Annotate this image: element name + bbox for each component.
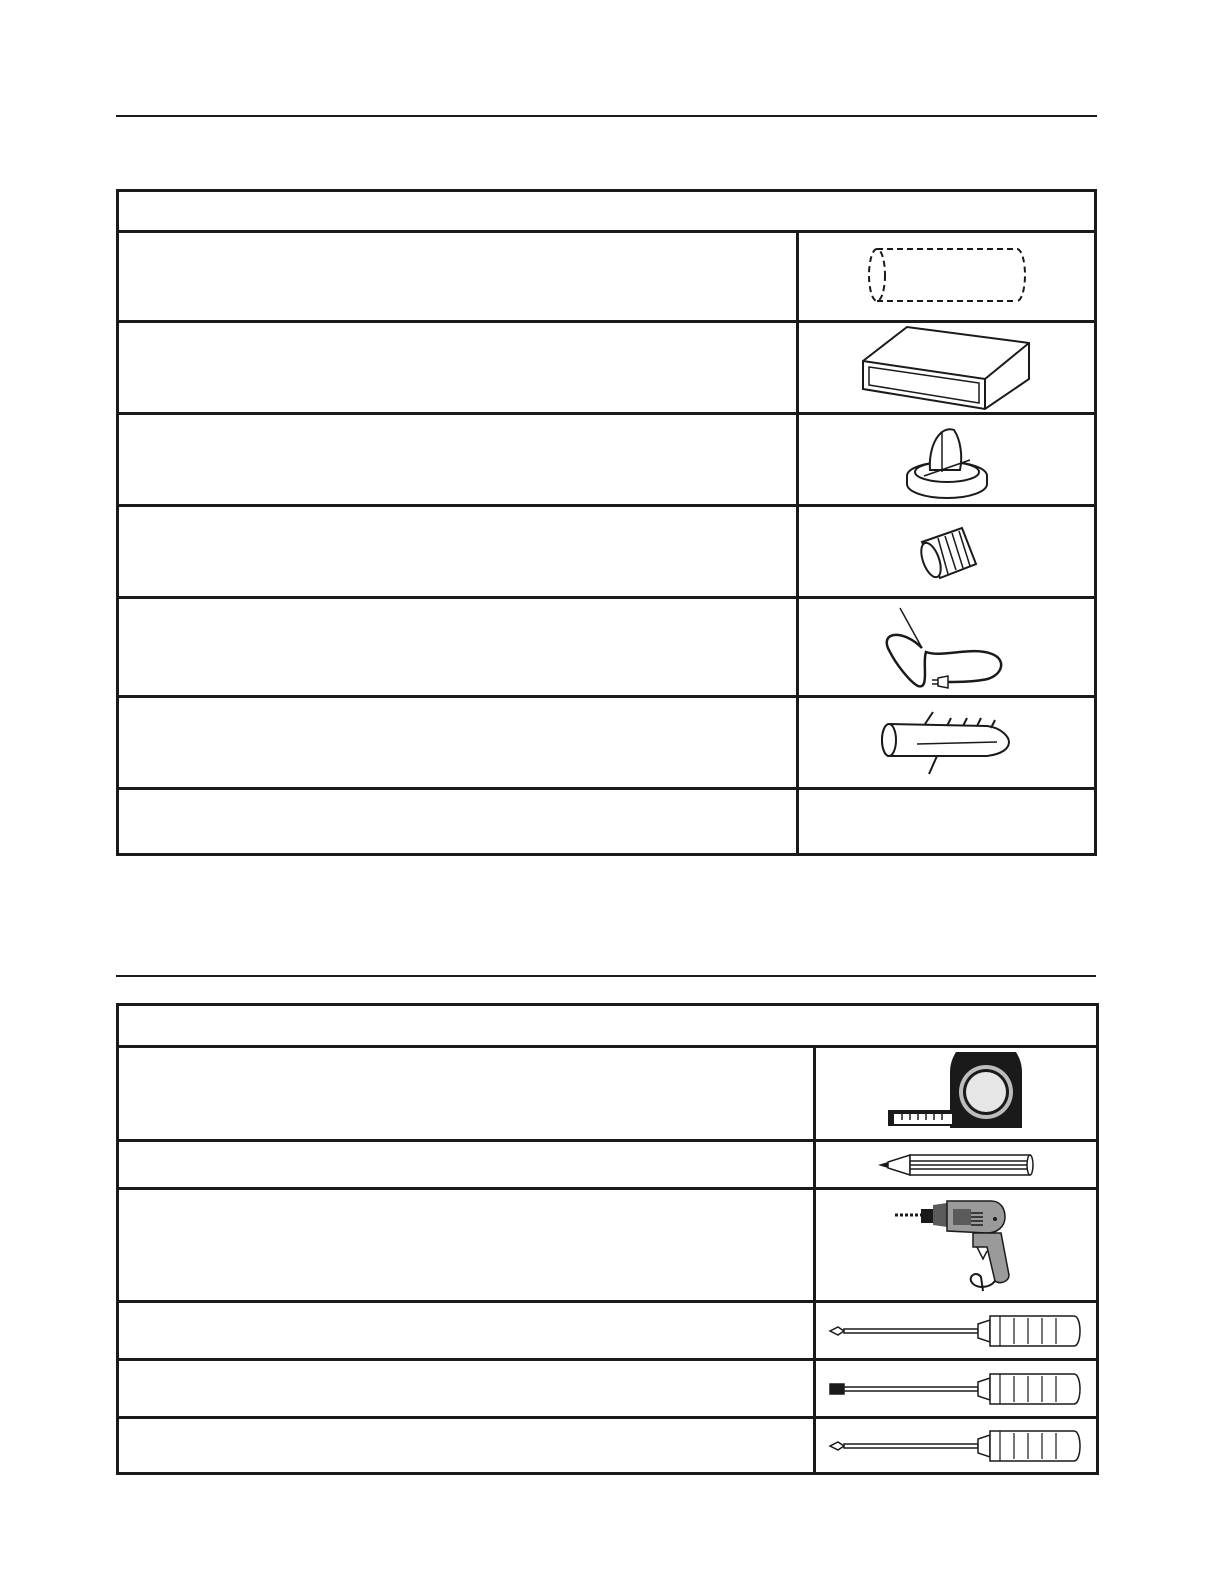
tools-row-picture: [816, 1190, 1096, 1300]
wall-anchor-icon: [877, 708, 1017, 778]
parts-row-label: [119, 507, 799, 596]
tools-row-picture: [816, 1142, 1096, 1187]
tools-row-picture: [816, 1361, 1096, 1416]
tools-row: [119, 1190, 1096, 1303]
tools-row: [119, 1045, 1096, 1142]
tools-row-picture: [816, 1419, 1096, 1472]
parts-row-label: [119, 698, 799, 787]
round-duct-icon: [867, 245, 1027, 305]
tools-row: [119, 1419, 1096, 1472]
tools-row: [119, 1142, 1096, 1190]
tools-row-label: [119, 1190, 816, 1300]
tape-measure-icon: [886, 1052, 1026, 1132]
parts-row-label: [119, 599, 799, 695]
wire-nut-icon: [912, 522, 982, 582]
parts-table: [116, 189, 1097, 856]
parts-row-label: [119, 230, 799, 320]
parts-row-label: [119, 790, 799, 853]
tools-row-label: [119, 1419, 816, 1472]
phillips-screwdriver-small-icon: [828, 1424, 1084, 1468]
damper-collar-icon: [902, 420, 992, 500]
tools-table: [116, 1003, 1099, 1475]
power-cord-icon: [882, 602, 1012, 692]
drill-icon: [891, 1195, 1021, 1295]
parts-table-header: [119, 192, 1094, 233]
section-2-rule: [116, 975, 1096, 977]
rectangular-duct-icon: [857, 323, 1037, 413]
tools-table-header: [119, 1006, 1096, 1048]
parts-row: [119, 698, 1094, 790]
section-1-rule: [116, 115, 1097, 117]
tools-row-label: [119, 1361, 816, 1416]
torx-screwdriver-icon: [828, 1366, 1084, 1412]
parts-row: [119, 415, 1094, 507]
pencil-icon: [876, 1152, 1036, 1178]
tools-row-picture: [816, 1045, 1096, 1139]
parts-row-picture: [799, 323, 1094, 412]
parts-row-picture: [799, 698, 1094, 787]
parts-row-picture: [799, 790, 1094, 853]
tools-row: [119, 1303, 1096, 1361]
parts-row: [119, 230, 1094, 323]
phillips-screwdriver-icon: [828, 1308, 1084, 1354]
tools-row-picture: [816, 1303, 1096, 1358]
tools-row-label: [119, 1303, 816, 1358]
parts-row-picture: [799, 415, 1094, 504]
parts-row: [119, 599, 1094, 698]
parts-row: [119, 507, 1094, 599]
parts-row-picture: [799, 507, 1094, 596]
tools-row-label: [119, 1142, 816, 1187]
parts-row-picture: [799, 599, 1094, 695]
tools-row: [119, 1361, 1096, 1419]
parts-row: [119, 323, 1094, 415]
parts-row-label: [119, 415, 799, 504]
tools-row-label: [119, 1045, 816, 1139]
parts-row: [119, 790, 1094, 853]
parts-row-picture: [799, 230, 1094, 320]
parts-row-label: [119, 323, 799, 412]
